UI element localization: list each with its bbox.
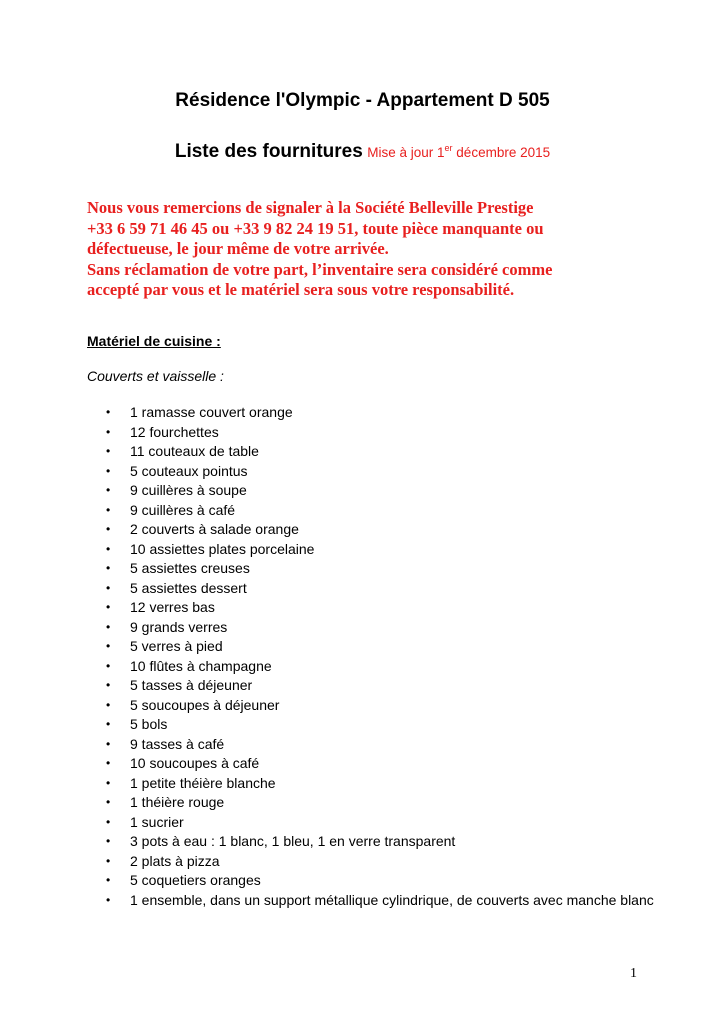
bullet-icon: • [106, 405, 111, 419]
list-item-label: 9 cuillères à soupe [130, 482, 247, 498]
list-item [104, 442, 664, 462]
page-number: 1 [630, 966, 637, 981]
list-item-label: 9 grands verres [130, 618, 228, 635]
bullet-icon: • [106, 522, 111, 536]
list-item-label: 10 assiettes plates porcelaine [130, 540, 315, 557]
bullet-icon: • [106, 678, 111, 692]
list-item-label: 5 coquetiers oranges [130, 872, 261, 888]
list-item-label: 10 flûtes à champagne [130, 657, 272, 674]
list-item-label: 5 bols [130, 716, 168, 732]
bullet-icon: • [106, 853, 111, 868]
list-item-label: 1 ramasse couvert orange [130, 404, 293, 420]
list-item [104, 813, 664, 833]
notice-line: Sans réclamation de votre part, l’inventaire sera considéré comme [87, 259, 553, 279]
bullet-icon: • [106, 658, 111, 673]
list-item-label: 1 petite théière blanche [130, 774, 276, 791]
subtitle-main: Liste des fournitures [174, 141, 363, 162]
list-item [104, 891, 664, 911]
list-item [104, 559, 664, 579]
list-item [104, 754, 664, 774]
bullet-icon: • [106, 444, 111, 458]
bullet-icon: • [106, 795, 111, 809]
list-item [104, 715, 664, 735]
list-item-label: 5 couteaux pointus [130, 462, 248, 479]
bullet-icon: • [106, 834, 111, 848]
bullet-icon: • [106, 561, 111, 575]
list-item [104, 774, 664, 794]
list-item [104, 832, 664, 852]
document-title: Résidence l'Olympic - Appartement D 505 [175, 90, 550, 111]
bullet-icon: • [106, 502, 111, 517]
section-title: Matériel de cuisine : [87, 333, 221, 349]
bullet-icon: • [106, 736, 111, 751]
list-item [104, 871, 664, 891]
list-item [104, 676, 664, 696]
list-item-label: 11 couteaux de table [130, 443, 259, 459]
update-date-suffix: décembre 2015 [452, 145, 551, 160]
bullet-icon: • [106, 697, 111, 712]
bullet-icon: • [106, 483, 111, 497]
list-item [104, 403, 664, 423]
list-item [104, 735, 664, 755]
items-list [104, 403, 664, 910]
bullet-icon: • [106, 775, 111, 790]
update-date-superscript: er [444, 143, 453, 153]
notice-line: défectueuse, le jour même de votre arrivée. [87, 239, 389, 258]
list-item [104, 657, 664, 677]
bullet-icon: • [106, 424, 111, 439]
list-item-label: 1 ensemble, dans un support métallique cylindrique, de couverts avec manche blanc [130, 891, 654, 908]
list-item-label: 9 cuillères à café [130, 501, 236, 518]
notice-line: accepté par vous et le matériel sera sous votre responsabilité. [87, 280, 515, 299]
list-item [104, 462, 664, 482]
list-item-label: 5 verres à pied [130, 638, 223, 654]
bullet-icon: • [106, 892, 111, 907]
list-item [104, 579, 664, 599]
list-item-label: 12 verres bas [130, 599, 215, 615]
list-item-label: 2 couverts à salade orange [130, 521, 299, 537]
list-item [104, 598, 664, 618]
bullet-icon: • [106, 541, 111, 556]
bullet-icon: • [106, 717, 111, 731]
list-item-label: 5 tasses à déjeuner [130, 677, 253, 693]
bullet-icon: • [106, 639, 111, 653]
notice-block [87, 198, 687, 301]
list-item [104, 423, 664, 443]
update-date-prefix: Mise à jour 1 [367, 145, 445, 160]
list-item-label: 10 soucoupes à café [130, 755, 260, 771]
list-item-label: 1 théière rouge [130, 794, 225, 810]
bullet-icon: • [106, 463, 111, 478]
bullet-icon: • [106, 600, 111, 614]
bullet-icon: • [106, 814, 111, 829]
list-item-label: 2 plats à pizza [130, 852, 220, 869]
bullet-icon: • [106, 756, 111, 770]
list-item-label: 3 pots à eau : 1 blanc, 1 bleu, 1 en verre transparent [130, 833, 456, 849]
notice-line: +33 6 59 71 46 45 ou +33 9 82 24 19 51, toute pièce manquante ou [87, 218, 544, 238]
bullet-icon: • [106, 580, 111, 595]
bullet-icon: • [106, 873, 111, 887]
bullet-icon: • [106, 619, 111, 634]
list-item [104, 501, 664, 521]
list-item [104, 540, 664, 560]
list-item-label: 5 assiettes creuses [130, 560, 250, 576]
list-item-label: 5 soucoupes à déjeuner [130, 696, 280, 713]
list-item [104, 618, 664, 638]
list-item-label: 9 tasses à café [130, 735, 225, 752]
list-item [104, 696, 664, 716]
list-item [104, 793, 664, 813]
document-subtitle [0, 141, 725, 163]
list-item-label: 5 assiettes dessert [130, 579, 247, 596]
list-item [104, 481, 664, 501]
update-date [367, 145, 550, 160]
list-item-label: 1 sucrier [130, 813, 184, 830]
notice-line: Nous vous remercions de signaler à la Société Belleville Prestige [87, 198, 534, 217]
list-item [104, 520, 664, 540]
subsection-title: Couverts et vaisselle : [87, 368, 224, 384]
list-item [104, 852, 664, 872]
list-item [104, 637, 664, 657]
list-item-label: 12 fourchettes [130, 423, 219, 440]
